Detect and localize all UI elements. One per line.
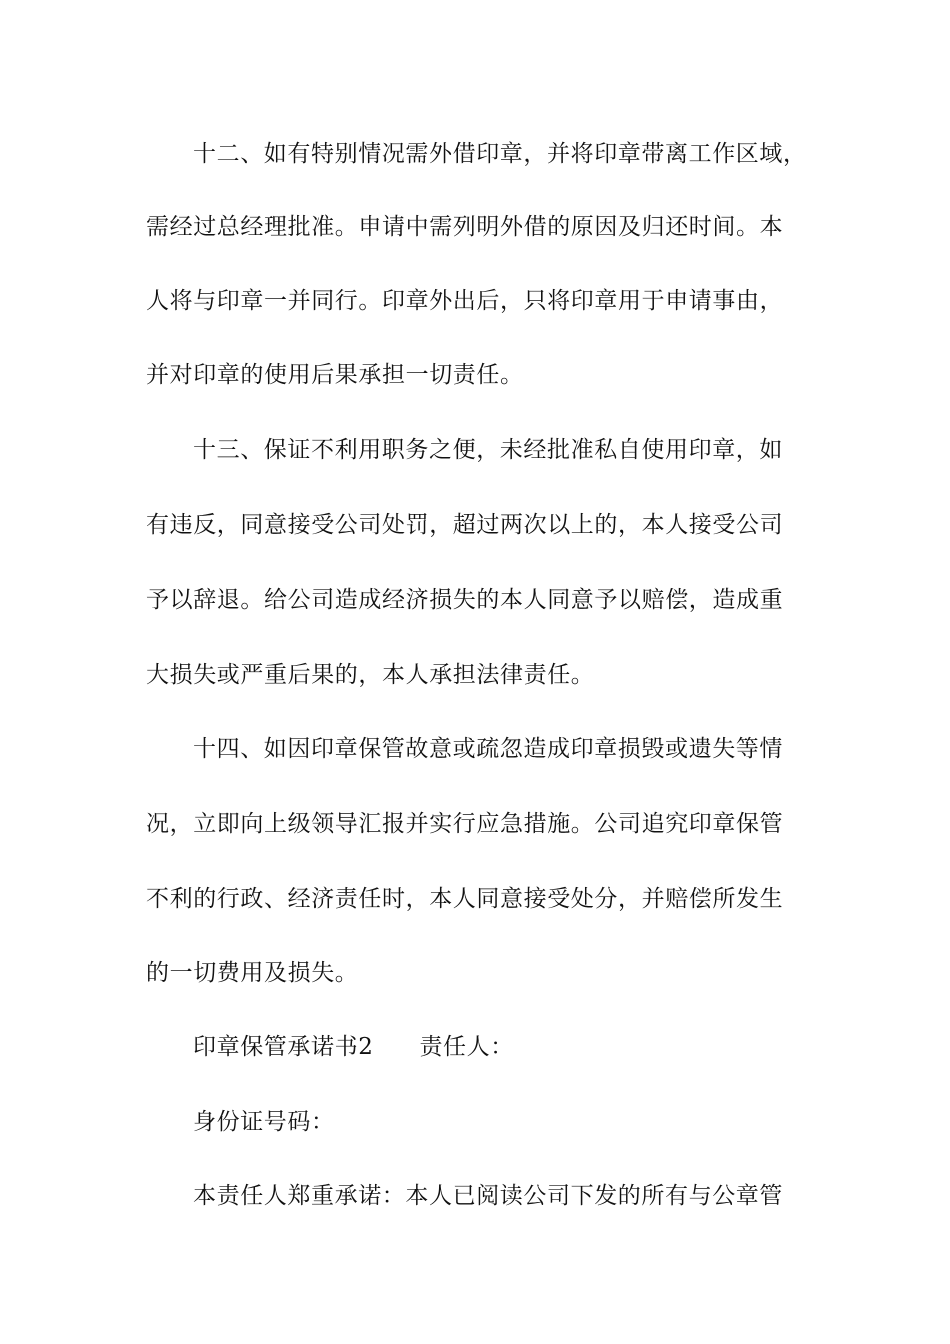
paragraph-14-line-3: 不利的行政、经济责任时，本人同意接受处分，并赔偿所发生 [146,886,784,912]
responsible-label: 责任人： [419,1034,514,1060]
section-title-row [193,1032,514,1062]
paragraph-13-line-4: 大损失或严重后果的，本人承担法律责任。 [146,662,595,688]
paragraph-12-line-2: 需经过总经理批准。申请中需列明外借的原因及归还时间。本 [146,214,784,240]
section-title: 印章保管承诺书2 [193,1034,374,1060]
paragraph-13-line-3: 予以辞退。给公司造成经济损失的本人同意予以赔偿，造成重 [146,587,784,613]
paragraph-12-line-4: 并对印章的使用后果承担一切责任。 [146,362,524,388]
paragraph-12-line-1: 十二、如有特别情况需外借印章，并将印章带离工作区域， [193,141,807,167]
paragraph-14-line-2: 况，立即向上级领导汇报并实行应急措施。公司追究印章保管 [146,811,784,837]
paragraph-12-line-3: 人将与印章一并同行。印章外出后，只将印章用于申请事由， [146,288,784,314]
paragraph-13-line-2: 有违反，同意接受公司处罚，超过两次以上的，本人接受公司 [146,512,784,538]
id-number-label: 身份证号码： [193,1109,335,1135]
commitment-line: 本责任人郑重承诺：本人已阅读公司下发的所有与公章管 [193,1183,783,1209]
paragraph-14-line-4: 的一切费用及损失。 [146,960,359,986]
paragraph-13-line-1: 十三、保证不利用职务之便，未经批准私自使用印章，如 [193,437,783,463]
paragraph-14-line-1: 十四、如因印章保管故意或疏忽造成印章损毁或遗失等情 [193,736,783,762]
